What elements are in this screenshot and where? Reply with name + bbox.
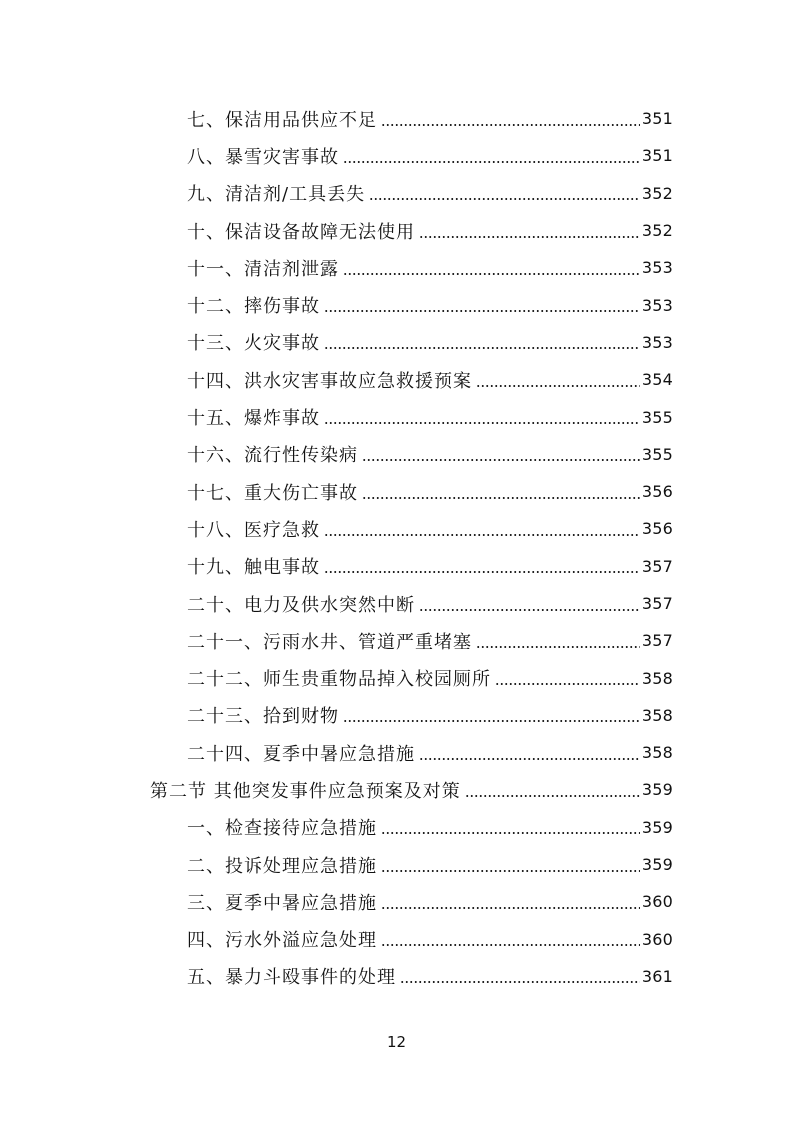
toc-entry[interactable] (0, 697, 793, 734)
toc-entry-title: 二十四、夏季中暑应急措施 (187, 743, 415, 765)
toc-entry-title: 十三、火灾事故 (187, 333, 320, 355)
toc-entry[interactable] (0, 473, 793, 510)
toc-entry-page: 357 (641, 631, 673, 651)
toc-dot-leader (381, 930, 640, 948)
toc-entry-page: 356 (641, 519, 673, 539)
toc-dot-leader (362, 483, 640, 501)
toc-entry-title: 十六、流行性传染病 (187, 445, 358, 467)
toc-entry-title: 十九、触电事故 (187, 557, 320, 579)
toc-entry[interactable] (0, 436, 793, 473)
toc-entry[interactable] (0, 622, 793, 659)
toc-entry-page: 357 (641, 594, 673, 613)
toc-entry-title: 十、保洁设备故障无法使用 (187, 221, 415, 243)
toc-entry[interactable] (0, 510, 793, 547)
toc-entry-title: 二十一、污雨水井、管道严重堵塞 (187, 631, 472, 653)
toc-entry-title: 七、保洁用品供应不足 (187, 109, 377, 131)
toc-entry[interactable] (0, 548, 793, 585)
toc-entry-page: 351 (641, 109, 673, 129)
toc-entry-page: 361 (641, 966, 673, 986)
toc-entry-page: 360 (641, 929, 673, 949)
toc-entry-title: 十四、洪水灾害事故应急救援预案 (187, 370, 472, 392)
toc-entry-page: 355 (641, 444, 673, 464)
toc-entry[interactable] (0, 585, 793, 622)
toc-entry-page: 351 (641, 146, 673, 166)
toc-entry-title: 十八、医疗急救 (187, 519, 320, 541)
toc-entry[interactable] (0, 921, 793, 958)
toc-entry-title: 二、投诉处理应急措施 (187, 855, 377, 877)
toc-entry-title: 二十、电力及供水突然中断 (187, 594, 415, 616)
toc-entry-page: 359 (641, 817, 673, 837)
toc-entry[interactable] (0, 175, 793, 212)
toc-entry-title: 三、夏季中暑应急措施 (187, 892, 377, 914)
toc-entry-page: 353 (641, 332, 673, 352)
toc-entry-title: 四、污水外溢应急处理 (187, 930, 377, 952)
toc-dot-leader (324, 557, 640, 575)
toc-entry-title: 十七、重大伤亡事故 (187, 482, 358, 504)
toc-entry-page: 358 (641, 743, 673, 763)
toc-dot-leader (324, 408, 640, 426)
toc-dot-leader (419, 595, 640, 613)
toc-dot-leader (476, 371, 640, 389)
toc-entry[interactable] (0, 958, 793, 995)
toc-entry[interactable] (0, 249, 793, 286)
toc-entry-title: 五、暴力斗殴事件的处理 (187, 967, 396, 989)
toc-dot-leader (419, 744, 640, 762)
toc-entry[interactable] (0, 659, 793, 696)
toc-entry-title: 九、清洁剂/工具丢失 (187, 184, 366, 206)
toc-dot-leader (419, 222, 640, 240)
toc-dot-leader (400, 967, 640, 985)
toc-dot-leader (381, 856, 640, 874)
toc-entry-title: 十二、摔伤事故 (187, 296, 320, 318)
toc-entry[interactable] (0, 361, 793, 398)
toc-dot-leader (324, 333, 640, 351)
toc-dot-leader (381, 110, 640, 128)
toc-entry[interactable] (0, 324, 793, 361)
toc-entry[interactable] (0, 286, 793, 323)
table-of-contents (0, 100, 793, 995)
toc-entry-page: 356 (641, 482, 673, 502)
toc-entry-page: 359 (641, 780, 673, 800)
toc-dot-leader (343, 259, 640, 277)
toc-entry-title: 八、暴雪灾害事故 (187, 146, 339, 168)
toc-dot-leader (362, 445, 640, 463)
toc-entry-page: 358 (641, 705, 673, 725)
toc-entry[interactable] (0, 137, 793, 174)
toc-entry-page: 357 (641, 556, 673, 576)
page-number: 12 (386, 1033, 407, 1051)
toc-entry-page: 353 (641, 295, 673, 315)
toc-entry[interactable] (0, 734, 793, 771)
toc-entry-title: 一、检查接待应急措施 (187, 818, 377, 840)
toc-dot-leader (495, 669, 640, 687)
toc-entry-page: 360 (641, 892, 673, 912)
toc-dot-leader (343, 147, 640, 165)
toc-entry[interactable] (0, 846, 793, 883)
toc-entry-title: 二十二、师生贵重物品掉入校园厕所 (187, 669, 491, 691)
toc-entry-page: 353 (641, 258, 673, 278)
toc-entry[interactable] (0, 100, 793, 137)
toc-entry-title: 第二节 其他突发事件应急预案及对策 (150, 780, 461, 802)
toc-entry[interactable] (0, 212, 793, 249)
toc-entry-title: 十五、爆炸事故 (187, 408, 320, 430)
toc-dot-leader (343, 706, 640, 724)
toc-entry[interactable] (0, 883, 793, 920)
toc-dot-leader (369, 184, 640, 202)
toc-entry-page: 355 (641, 407, 673, 427)
toc-dot-leader (476, 632, 640, 650)
toc-section-entry[interactable] (0, 771, 793, 808)
toc-entry-page: 352 (641, 183, 673, 203)
toc-dot-leader (465, 781, 640, 799)
toc-dot-leader (381, 818, 640, 836)
toc-entry[interactable] (0, 398, 793, 435)
toc-entry-title: 二十三、拾到财物 (187, 706, 339, 728)
toc-entry-page: 359 (641, 855, 673, 875)
toc-dot-leader (324, 296, 640, 314)
toc-entry[interactable] (0, 809, 793, 846)
toc-entry-page: 352 (641, 221, 673, 241)
toc-entry-title: 十一、清洁剂泄露 (187, 258, 339, 280)
toc-dot-leader (381, 893, 640, 911)
toc-entry-page: 354 (641, 370, 673, 390)
toc-dot-leader (324, 520, 640, 538)
toc-entry-page: 358 (641, 668, 673, 688)
